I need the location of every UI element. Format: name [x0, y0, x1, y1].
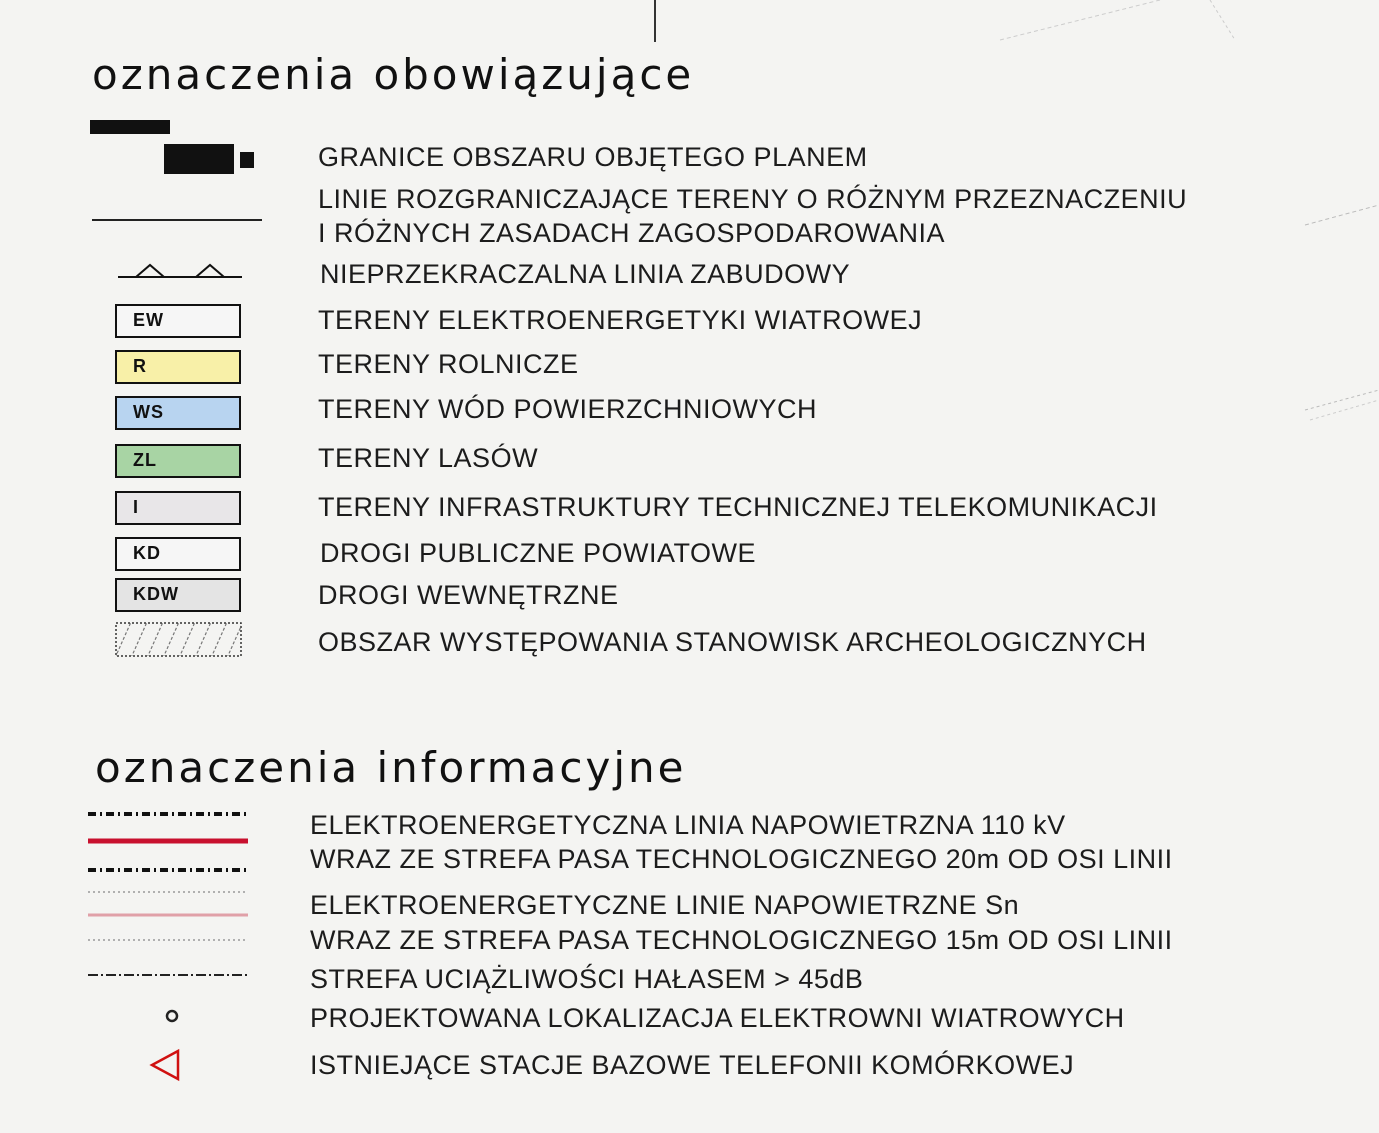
power-line-sn-symbol: [88, 888, 253, 948]
power-line-110kv-symbol: [88, 808, 253, 878]
legend-label-plan-boundary: GRANICE OBSZARU OBJĘTEGO PLANEM: [318, 142, 868, 172]
legend-label-zl: TERENY LASÓW: [318, 443, 539, 473]
legend-box-zl: [115, 444, 241, 478]
legend-box-ws: [115, 396, 241, 430]
legend-label-kdw: DROGI WEWNĘTRZNE: [318, 580, 619, 610]
legend-box-ew: [115, 304, 241, 338]
legend-code-kdw: KDW: [133, 584, 179, 604]
legend-code-ws: WS: [133, 402, 164, 422]
legend-label-sn-2: WRAZ ZE STREFA PASA TECHNOLOGICZNEGO 15m OD OSI LINII: [310, 925, 1173, 955]
legend-code-zl: ZL: [133, 450, 157, 470]
legend-label-i: TERENY INFRASTRUKTURY TECHNICZNEJ TELEKOMUNIKACJI: [318, 492, 1158, 522]
noise-zone-symbol: [88, 968, 253, 982]
legend-box-r: [115, 350, 241, 384]
base-station-icon: [148, 1048, 182, 1082]
plan-boundary-symbol: [90, 118, 270, 178]
archaeology-area-symbol: [115, 622, 243, 658]
section-title-mandatory: oznaczenia obowiązujące: [92, 50, 695, 99]
legend-label-demarcation-1: LINIE ROZGRANICZAJĄCE TERENY O RÓŻNYM PRZEZNACZENIU: [318, 184, 1188, 214]
legend-label-110kv-1: ELEKTROENERGETYCZNA LINIA NAPOWIETRZNA 110 kV: [310, 810, 1066, 840]
legend-code-kd: KD: [133, 543, 161, 563]
legend-code-r: R: [133, 356, 147, 376]
legend-label-r: TERENY ROLNICZE: [318, 349, 579, 379]
legend-label-ws: TERENY WÓD POWIERZCHNIOWYCH: [318, 394, 817, 424]
legend-label-kd: DROGI PUBLICZNE POWIATOWE: [320, 538, 757, 568]
legend-code-ew: EW: [133, 310, 164, 330]
legend-code-i: I: [133, 497, 140, 517]
legend-box-kdw: [115, 578, 241, 612]
legend-label-noise-zone: STREFA UCIĄŻLIWOŚCI HAŁASEM > 45dB: [310, 964, 864, 994]
legend-label-building-line: NIEPRZEKRACZALNA LINIA ZABUDOWY: [320, 259, 851, 289]
wind-turbine-location-icon: [162, 1006, 182, 1026]
demarcation-line-symbol: [92, 219, 262, 221]
legend-label-ew: TERENY ELEKTROENERGETYKI WIATROWEJ: [318, 305, 923, 335]
legend-label-sn-1: ELEKTROENERGETYCZNE LINIE NAPOWIETRZNE Sn: [310, 890, 1020, 920]
legend-label-archaeology: OBSZAR WYSTĘPOWANIA STANOWISK ARCHEOLOGICZNYCH: [318, 627, 1147, 657]
legend-label-110kv-2: WRAZ ZE STREFA PASA TECHNOLOGICZNEGO 20m OD OSI LINII: [310, 844, 1173, 874]
legend-label-base-stations: ISTNIEJĄCE STACJE BAZOWE TELEFONII KOMÓRKOWEJ: [310, 1050, 1075, 1080]
legend-box-i: [115, 491, 241, 525]
legend-label-wind-turbines: PROJEKTOWANA LOKALIZACJA ELEKTROWNI WIATROWYCH: [310, 1003, 1125, 1033]
section-title-informative: oznaczenia informacyjne: [95, 743, 687, 792]
legend-box-kd: [115, 537, 241, 571]
legend-label-demarcation-2: I RÓŻNYCH ZASADACH ZAGOSPODAROWANIA: [318, 218, 946, 248]
building-line-symbol: [118, 260, 248, 280]
